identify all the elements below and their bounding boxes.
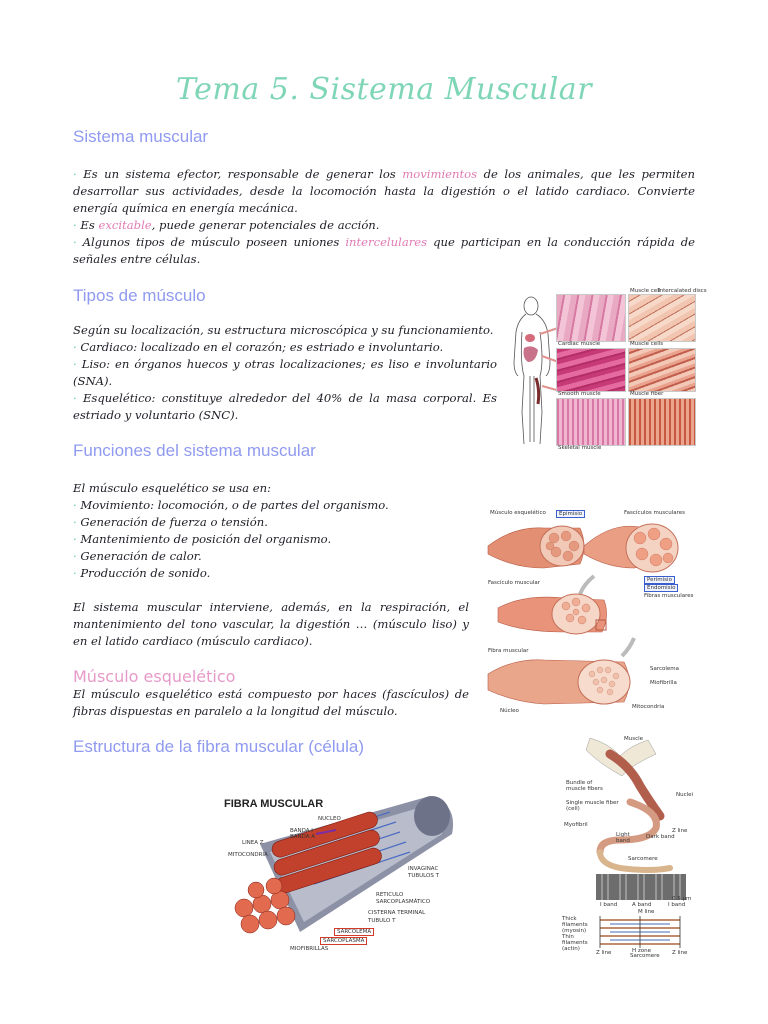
label-sarcoplasmatico: SARCOPLASMÁTICO bbox=[376, 899, 431, 905]
bullet: · bbox=[73, 167, 84, 181]
tipo-esqueletico: Esquelético: constituye alrededor del 40% de la masa corporal. Es estriado y voluntario (SNC). bbox=[73, 391, 498, 422]
label-i-band: I band bbox=[600, 902, 618, 908]
bullet: · bbox=[73, 566, 81, 580]
skeletal-drawing-image bbox=[628, 398, 696, 446]
tipo-cardiaco: Cardiaco: localizado en el corazón; es estriado e involuntario. bbox=[80, 340, 444, 354]
label-muscle-cell: Muscle cell bbox=[630, 288, 661, 294]
fibra-title: FIBRA MUSCULAR bbox=[224, 798, 324, 810]
label-z-line: Z line bbox=[672, 950, 688, 956]
label-smooth-muscle: Smooth muscle bbox=[558, 391, 601, 397]
label-band: band bbox=[616, 838, 630, 844]
funcion-item: Producción de sonido. bbox=[80, 566, 211, 580]
label-fasciculo-muscular: Fascículo muscular bbox=[488, 580, 540, 586]
label-muscle-cells: Muscle cells bbox=[630, 341, 664, 347]
label-banda-i: BANDA I bbox=[290, 828, 313, 834]
label-banda-a: BANDA A bbox=[290, 834, 316, 840]
label-nucleo: Núcleo bbox=[500, 708, 519, 714]
funciones-block bbox=[73, 480, 469, 650]
tipos-intro: Según su localización, su estructura microscópica y su funcionamiento. bbox=[73, 323, 494, 337]
sarcomere-figure bbox=[560, 736, 696, 958]
fascicle-figure bbox=[484, 506, 696, 718]
label-sarcomere: Sarcomere bbox=[630, 953, 660, 959]
label-miofibrillas: MIOFIBRILLAS bbox=[290, 946, 329, 952]
sistema-paragraph: · Es un sistema efector, responsable de generar los movimientos de los animales, que les permiten desarrollar sus actividades, desde la locomoción hasta la digestión o el latido cardiaco. Convierte energía química en energía mecánica. · Es excitable, puede generar potenciales de acción. · Algunos tipos de músculo poseen uniones intercelulares que participan en la conducción rápida de señales entre células. bbox=[73, 167, 695, 266]
label-skeletal-muscle: Skeletal muscle bbox=[558, 445, 602, 451]
label-nucleo: NUCLEO bbox=[318, 816, 341, 822]
label-dark-band: Dark band bbox=[646, 834, 675, 840]
funciones-intro: El músculo esquelético se usa en: bbox=[73, 481, 271, 495]
label-sarcomere: Sarcomere bbox=[628, 856, 658, 862]
label-musculo-esqueletico: Músculo esquelético bbox=[490, 510, 546, 516]
funcion-item: Mantenimiento de posición del organismo. bbox=[80, 532, 332, 546]
funcion-item: Generación de fuerza o tensión. bbox=[80, 515, 268, 529]
label-perimisio: Perimisio bbox=[644, 576, 675, 584]
heading-musculo-esqueletico: Músculo esquelético bbox=[73, 667, 236, 686]
label-muscle-fiber: Muscle fiber bbox=[630, 391, 664, 397]
label-filaments: filaments bbox=[562, 940, 588, 946]
label-filaments: filaments bbox=[562, 922, 588, 928]
funciones-paragraph: El sistema muscular interviene, además, en la respiración, el mantenimiento del tono vascular, la digestión … (músculo liso) y en el latido cardiaco (músculo cardiaco). bbox=[73, 600, 469, 648]
label-thick: Thick bbox=[562, 916, 577, 922]
label-nuclei: Nuclei bbox=[676, 792, 694, 798]
label-linea-z: LINEA Z bbox=[242, 840, 264, 846]
label-light: Light bbox=[616, 832, 630, 838]
label-endomisio: Endomisio bbox=[644, 584, 678, 592]
esqueletico-paragraph: El músculo esquelético está compuesto por haces (fascículos) de fibras dispuestas en paralelo a la longitud del músculo. bbox=[73, 687, 469, 718]
page-title: Tema 5. Sistema Muscular bbox=[175, 72, 593, 107]
label-z-line: Z line bbox=[672, 828, 688, 834]
label-scale: 0.5 μm bbox=[672, 896, 692, 902]
highlight-excitable: excitable bbox=[98, 218, 152, 232]
funcion-item: Generación de calor. bbox=[80, 549, 202, 563]
bullet: · bbox=[73, 391, 83, 405]
tipo-liso: Liso: en órganos huecos y otras localizaciones; es liso e involuntario (SNA). bbox=[73, 357, 498, 388]
smooth-micro-image bbox=[556, 348, 626, 392]
bullet: · bbox=[73, 357, 82, 371]
label-h-zone: H zone bbox=[632, 948, 652, 954]
heading-tipos-musculo: Tipos de músculo bbox=[73, 286, 206, 305]
label-thin: Thin bbox=[562, 934, 574, 940]
label-cisterna-terminal: CISTERNA TERMINAL bbox=[368, 910, 426, 916]
label-miofibrilla: Miofibrilla bbox=[650, 680, 677, 686]
heading-sistema-muscular: Sistema muscular bbox=[73, 127, 209, 146]
label-muscle: Muscle bbox=[624, 736, 644, 742]
label-z-line: Z line bbox=[596, 950, 612, 956]
funcion-item: Movimiento: locomoción, o de partes del organismo. bbox=[80, 498, 389, 512]
highlight-intercelulares: intercelulares bbox=[345, 235, 428, 249]
label-epimisio: Epimisio bbox=[556, 510, 585, 518]
label-sarcoplasma: SARCOPLASMA bbox=[320, 937, 367, 945]
label-bundle-of: Bundle of bbox=[566, 780, 593, 786]
bullet: · bbox=[73, 235, 83, 249]
bullet: · bbox=[73, 549, 81, 563]
label-a-band: A band bbox=[632, 902, 652, 908]
label-sarcolema: SARCOLEMA bbox=[334, 928, 374, 936]
label-tubulos-t: TUBULOS T bbox=[408, 873, 439, 879]
label-fibras-musculares: Fibras musculares bbox=[644, 593, 694, 599]
cardiac-micro-image bbox=[556, 294, 626, 342]
label-intercalated-discs: Intercalated discs bbox=[658, 288, 707, 294]
label-myosin: (myosin) bbox=[562, 928, 587, 934]
label-mitocondria: MITOCONDRIA bbox=[228, 852, 268, 858]
tipos-paragraph bbox=[73, 322, 497, 424]
bullet: · bbox=[73, 498, 81, 512]
muscle-types-figure bbox=[508, 286, 707, 454]
label-m-line: M line bbox=[638, 909, 655, 915]
label-sarcolema: Sarcolema bbox=[650, 666, 680, 672]
fascicle-diagram bbox=[484, 506, 696, 718]
label-actin: (actin) bbox=[562, 946, 580, 952]
bullet: · bbox=[73, 515, 81, 529]
bullet: · bbox=[73, 340, 81, 354]
label-reticulo: RETICULO bbox=[376, 892, 404, 898]
smooth-drawing-image bbox=[628, 348, 696, 392]
skeletal-micro-image bbox=[556, 398, 626, 446]
label-single-muscle-fiber: Single muscle fiber bbox=[566, 800, 619, 806]
label-fasciculos-musculares: Fascículos musculares bbox=[624, 510, 685, 516]
label-muscle-fibers: muscle fibers bbox=[566, 786, 603, 792]
highlight-movimientos: movimientos bbox=[402, 167, 478, 181]
cardiac-drawing-image bbox=[628, 294, 696, 342]
fibra-muscular-figure bbox=[220, 782, 460, 954]
bullet: · bbox=[73, 218, 81, 232]
label-i-band: I band bbox=[668, 902, 686, 908]
label-cell: (cell) bbox=[566, 806, 580, 812]
heading-funciones: Funciones del sistema muscular bbox=[73, 441, 316, 460]
label-mitocondria: Mitocondria bbox=[632, 704, 665, 710]
label-fibra-muscular: Fibra muscular bbox=[488, 648, 529, 654]
label-myofibril: Myofibril bbox=[564, 822, 588, 828]
bullet: · bbox=[73, 532, 81, 546]
heading-estructura-fibra: Estructura de la fibra muscular (célula) bbox=[73, 737, 365, 756]
label-invaginac: INVAGINAC bbox=[408, 866, 439, 872]
label-cardiac-muscle: Cardiac muscle bbox=[558, 341, 601, 347]
label-tubulo-t: TUBULO T bbox=[368, 918, 396, 924]
